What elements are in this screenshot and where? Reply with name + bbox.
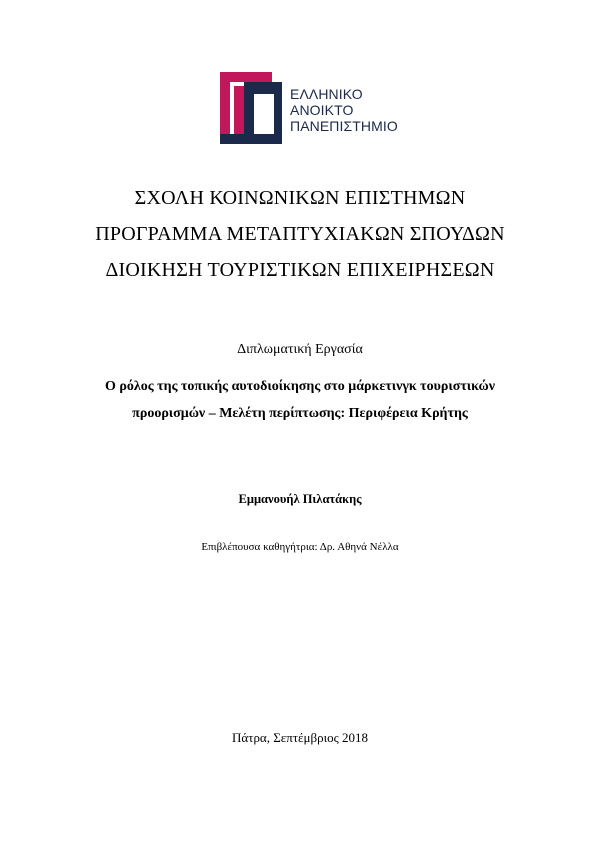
specialization-name: ΔΙΟΙΚΗΣΗ ΤΟΥΡΙΣΤΙΚΩΝ ΕΠΙΧΕΙΡΗΣΕΩΝ (105, 259, 495, 281)
author-name: Εμμανουήλ Πιλατάκης (238, 492, 362, 506)
place-date: Πάτρα, Σεπτέμβριος 2018 (232, 730, 368, 745)
institution-header (0, 180, 600, 288)
program-name: ΠΡΟΓΡΑΜΜΑ ΜΕΤΑΠΤΥΧΙΑΚΩΝ ΣΠΟΥΔΩΝ (95, 223, 505, 245)
logo-line-2: ΑΝΟΙΚΤΟ (290, 102, 354, 118)
document-type: Διπλωματική Εργασία (237, 342, 363, 357)
university-logo-icon (220, 72, 290, 144)
school-name: ΣΧΟΛΗ ΚΟΙΝΩΝΙΚΩΝ ΕΠΙΣΤΗΜΩΝ (134, 187, 466, 209)
logo-line-3: ΠΑΝΕΠΙΣΤΗΜΙΟ (290, 118, 398, 134)
logo-line-1: ΕΛΛΗΝΙΚΟ (290, 86, 363, 102)
supervisor: Επιβλέπουσα καθηγήτρια: Δρ. Αθηνά Νέλλα (201, 541, 399, 553)
logo-wordmark (290, 86, 398, 134)
thesis-title: Ο ρόλος της τοπικής αυτοδιοίκησης στο μάρκετινγκ τουριστικών προορισμών – Μελέτη περίπτωσης: Περιφέρεια Κρήτης (105, 379, 495, 421)
